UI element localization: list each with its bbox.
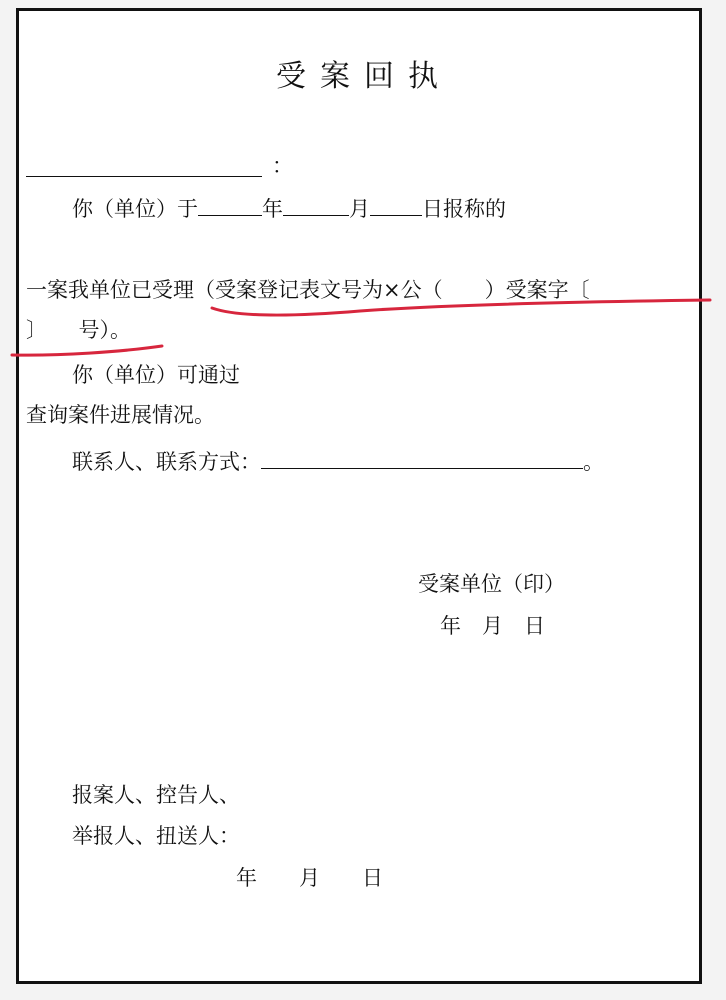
- report-date-prefix: 你（单位）于: [72, 197, 198, 221]
- query-progress-line: 查询案件进展情况。: [26, 403, 215, 427]
- reporter-label-line1: 报案人、控告人、: [72, 783, 240, 807]
- case-number-line: 〕 号）。: [26, 318, 131, 342]
- month-blank: [283, 197, 349, 216]
- contact-line: [72, 450, 604, 473]
- query-method-line: 你（单位）可通过: [72, 363, 240, 387]
- day-label-suffix: 日报称的: [422, 197, 506, 221]
- contact-end: 。: [583, 450, 604, 474]
- day-blank: [370, 197, 422, 216]
- case-accepted-line: 一案我单位已受理（受案登记表文号为×公（ ）受案字〔: [26, 278, 590, 302]
- month-label: 月: [349, 197, 370, 221]
- year-label: 年: [262, 197, 283, 221]
- report-date-line: [72, 197, 506, 220]
- year-blank: [198, 197, 262, 216]
- addressee-colon: ：: [272, 154, 293, 178]
- addressee-blank: [26, 176, 262, 177]
- contact-label: 联系人、联系方式：: [72, 450, 261, 474]
- accepting-unit-date: 年 月 日: [440, 614, 545, 638]
- reporter-label-line2: 举报人、扭送人：: [72, 824, 240, 848]
- reporter-date: 年 月 日: [236, 866, 383, 890]
- document-title: 受案回执: [276, 59, 452, 94]
- contact-blank: [261, 450, 583, 469]
- accepting-unit-seal: 受案单位（印）: [418, 572, 565, 596]
